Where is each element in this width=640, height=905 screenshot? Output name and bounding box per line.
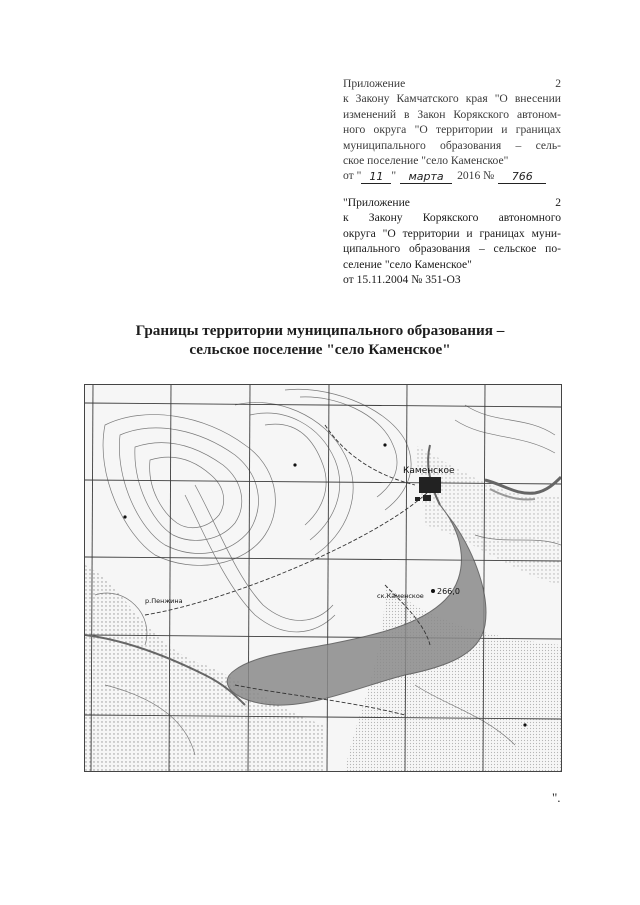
- map-label-settlement: Каменское: [403, 466, 455, 476]
- law-number-field: 766: [498, 170, 546, 184]
- date-year-text: 2016 №: [457, 169, 495, 183]
- annex-header-original: [343, 195, 561, 287]
- map-label-village: ск.Каменское: [377, 592, 424, 600]
- annex-line: ного округа "О территории и границах: [343, 123, 561, 137]
- annex-line: к Закону Камчатского края "О внесении: [343, 92, 561, 106]
- date-month-field: марта: [400, 170, 452, 184]
- title-line-1: Границы территории муниципального образования –: [135, 322, 505, 339]
- document-title: [0, 321, 640, 359]
- annex-line: ципального образования – сельское по-: [343, 242, 561, 256]
- date-quote: ": [391, 169, 397, 183]
- annex-line: к Закону Корякского автономного: [343, 211, 561, 225]
- date-prefix: от ": [343, 169, 362, 183]
- annex-date-line: [343, 168, 561, 183]
- annex-line: селение "село Каменское": [343, 257, 472, 271]
- topographic-map: [84, 384, 562, 772]
- annex-line: муниципального образования – сель-: [343, 138, 561, 152]
- annex-line: от 15.11.2004 № 351-ОЗ: [343, 273, 461, 287]
- annex-line: изменений в Закон Корякского автоном-: [343, 107, 561, 121]
- annex-line: Приложение 2: [343, 77, 561, 90]
- map-label-elevation: 266,0: [437, 587, 460, 596]
- annex-line: ское поселение "село Каменское": [343, 154, 509, 168]
- date-day-field: 11: [361, 170, 391, 184]
- annex-line: "Приложение 2: [343, 196, 561, 209]
- map-label-other: р.Пенжина: [145, 597, 183, 605]
- map-drawing: [85, 385, 561, 771]
- closing-quote-mark: ".: [552, 790, 561, 805]
- annex-line: округа "О территории и границах муни-: [343, 226, 561, 240]
- title-line-2: сельское поселение "село Каменское": [189, 341, 451, 358]
- annex-header-current: [343, 76, 561, 184]
